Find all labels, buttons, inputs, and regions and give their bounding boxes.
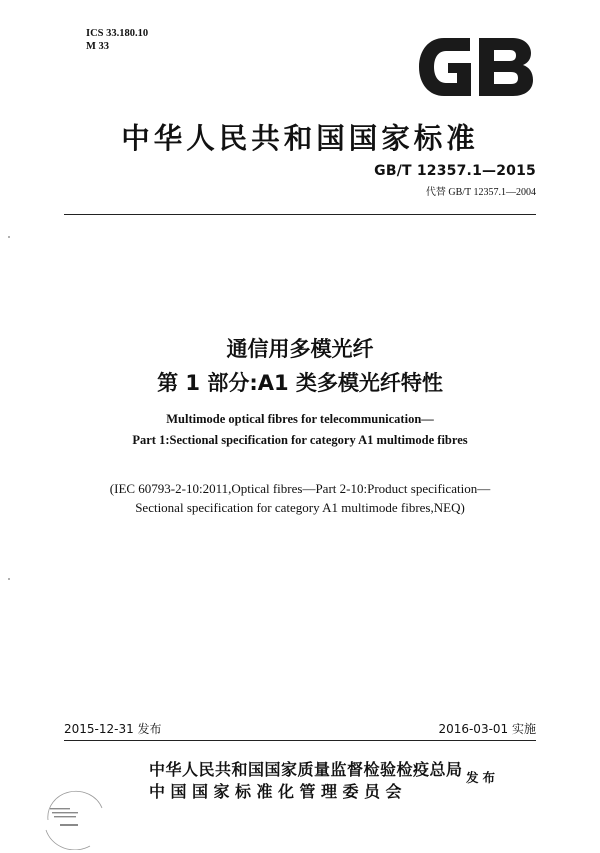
publisher-line-1: 中华人民共和国国家质量监督检验检疫总局	[149, 760, 463, 779]
title-cn-line-1: 通信用多模光纤	[226, 337, 374, 361]
publish-label: 发布	[466, 770, 500, 785]
scan-speck	[8, 578, 10, 580]
ccs-code: M 33	[86, 41, 110, 52]
standard-type-title: 中华人民共和国国家标准	[121, 122, 479, 155]
publisher-line-2: 中国国家标准化管理委员会	[149, 782, 408, 801]
reference-line-2: Sectional specification for category A1 multimode fibres,NEQ)	[135, 500, 465, 515]
standard-number: GB/T 12357.1—2015	[374, 163, 536, 179]
gb-logo	[416, 36, 534, 98]
reference-line-1: (IEC 60793-2-10:2011,Optical fibres—Part 2-10:Product specification—	[109, 481, 491, 496]
stamp-seal	[40, 790, 110, 850]
header-divider	[64, 214, 536, 215]
gb-logo-text: GB	[416, 36, 418, 37]
scan-speck	[8, 236, 10, 238]
title-cn-line-2: 第 1 部分:A1 类多模光纤特性	[157, 371, 443, 395]
title-en-line-2: Part 1:Sectional specification for category A1 multimode fibres	[132, 433, 468, 447]
footer-divider	[64, 740, 536, 741]
implementation-date: 2016-03-01 实施	[438, 722, 536, 736]
issue-date: 2015-12-31 发布	[64, 722, 162, 736]
title-en-line-1: Multimode optical fibres for telecommunication—	[166, 412, 434, 426]
replaces-standard: 代替 GB/T 12357.1—2004	[425, 187, 536, 198]
classification-codes	[86, 27, 148, 53]
ics-code: ICS 33.180.10	[86, 28, 149, 39]
